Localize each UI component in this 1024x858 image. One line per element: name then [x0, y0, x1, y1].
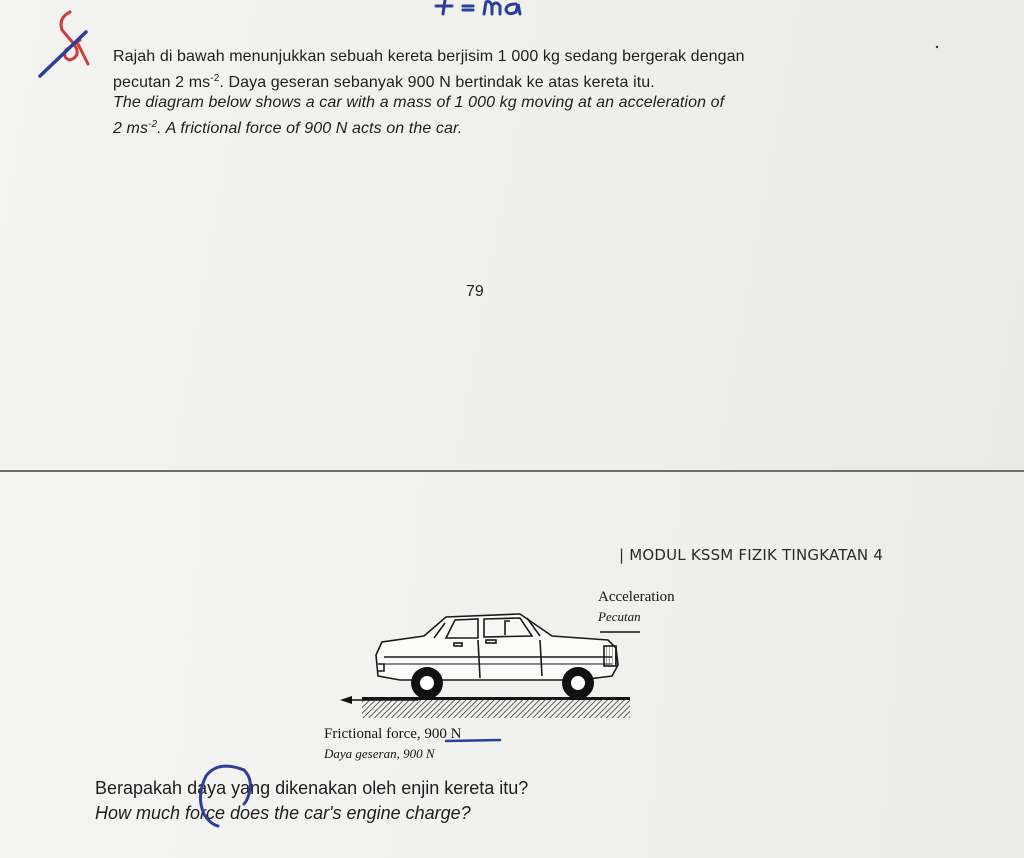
- handwritten-formula: [436, 0, 520, 14]
- question-malay-line1: Rajah di bawah menunjukkan sebuah kereta berjisim 1 000 kg sedang bergerak dengan: [113, 48, 745, 65]
- question-malay-line2: pecutan 2 $ms^{-2}$. Daya geseran sebanyak 900 N bertindak ke atas kereta itu.: [113, 73, 655, 91]
- question-english-text: [113, 90, 913, 142]
- blue-cross-mark: [40, 32, 86, 76]
- question-malay-text: [113, 44, 913, 96]
- ground-line: [362, 697, 630, 700]
- ground-hatching: [362, 700, 630, 718]
- rear-wheel: [562, 667, 594, 699]
- question-english-line1: The diagram below shows a car with a mass of 1 000 kg moving at an acceleration of: [113, 94, 725, 111]
- module-header: | MODUL KSSM FIZIK TINGKATAN 4: [619, 546, 884, 564]
- sub-question-english: How much force does the car's engine charge?: [95, 803, 471, 823]
- page-number: 79: [466, 283, 484, 300]
- question-english-line2: 2 $ms^{-2}$. A frictional force of 900 N acts on the car.: [113, 119, 463, 137]
- friction-label-malay: Daya geseran, 900 N: [324, 746, 435, 761]
- front-wheel: [411, 667, 443, 699]
- acceleration-arrow: [600, 628, 640, 636]
- sub-question-malay: Berapakah daya yang dikenakan oleh enjin kereta itu?: [95, 778, 529, 798]
- acceleration-label: Acceleration: [598, 589, 675, 605]
- stray-dot: [936, 46, 938, 48]
- red-cross-mark: [61, 12, 88, 64]
- car-diagram: [330, 585, 640, 725]
- acceleration-label-malay: Pecutan: [598, 609, 641, 624]
- friction-label: Frictional force, 900 N: [324, 726, 462, 742]
